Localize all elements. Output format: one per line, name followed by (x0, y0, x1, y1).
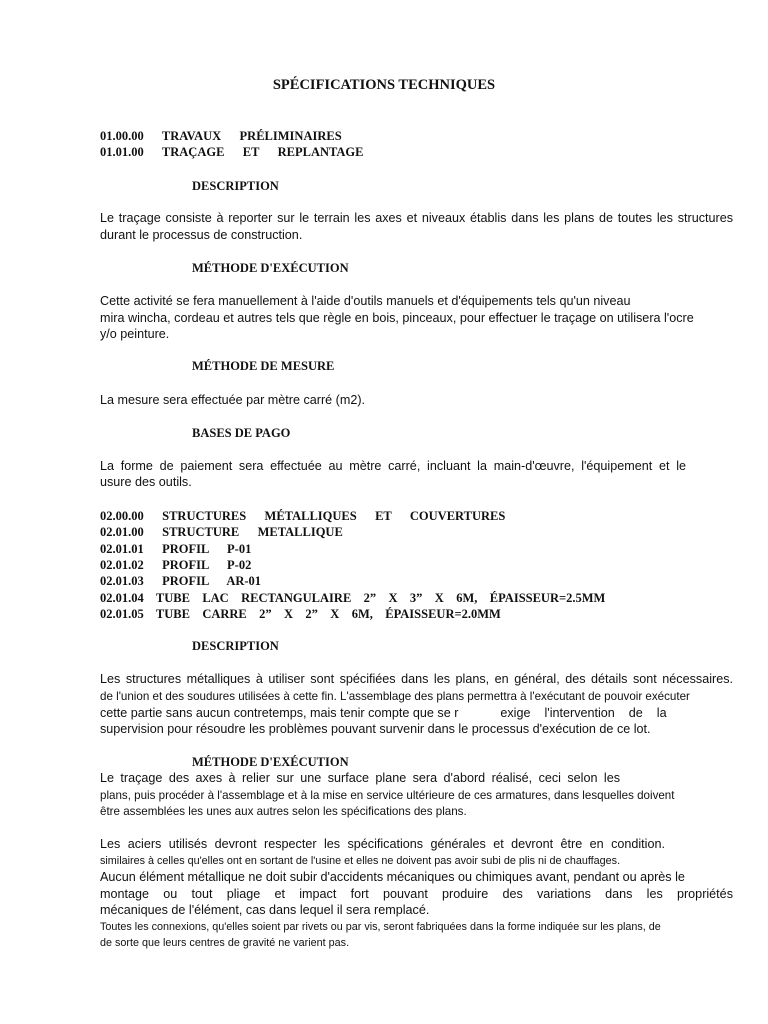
description-heading-2: DESCRIPTION (192, 639, 279, 653)
section-code-02-01-00: 02.01.00 STRUCTURE METALLIQUE (100, 525, 343, 539)
methode-line-3: y/o peinture. (100, 327, 170, 341)
aciers-line-5: mécaniques de l'élément, cas dans lequel il sera remplacé. (100, 903, 430, 917)
methode-line-2: mira wincha, cordeau et autres tels que règle en bois, pinceaux, pour effectuer le traçage on utilisera l'ocre (100, 311, 694, 325)
bases-line-2: usure des outils. (100, 475, 192, 489)
methode2-line-2: plans, puis procéder à l'assemblage et à la mise en service ultérieure de ces armatures, dans lesquelles doivent (100, 789, 675, 802)
methode2-line-3: être assemblées les unes aux autres selon les spécifications des plans. (100, 805, 467, 818)
description-text-1: Le traçage consiste à reporter sur le terrain les axes et niveaux établis dans les plans de toutes les structures durant le processus de construction. (100, 211, 733, 242)
section-code-02-01-05: 02.01.05 TUBE CARRE 2” X 2” X 6M, ÉPAISSEUR=2.0MM (100, 607, 501, 621)
section-code-01-01-00: 01.01.00 TRAÇAGE ET REPLANTAGE (100, 145, 364, 159)
description-line-1: Les structures métalliques à utiliser sont spécifiées dans les plans, en général, des détails sont nécessaires. (100, 672, 733, 686)
methode-heading-1: MÉTHODE D'EXÉCUTION (192, 261, 349, 275)
aciers-line-1: Les aciers utilisés devront respecter les spécifications générales et devront être en condition. (100, 837, 665, 851)
description-line-4: supervision pour résoudre les problèmes pouvant survenir dans le processus d'exécution de ce lot. (100, 722, 651, 736)
aciers-line-3: Aucun élément métallique ne doit subir d'accidents mécaniques ou chimiques avant, pendant ou après le (100, 870, 685, 884)
section-code-02-01-02: 02.01.02 PROFIL P-02 (100, 558, 252, 572)
aciers-line-4: montage ou tout pliage et impact fort pouvant produire des variations dans les propriétés (100, 887, 733, 901)
description-line-3: cette partie sans aucun contretemps, mais tenir compte que se r exige l'intervention de la (100, 706, 667, 720)
aciers-line-6: Toutes les connexions, qu'elles soient par rivets ou par vis, seront fabriquées dans la forme indiquée sur les plans, de (100, 921, 661, 933)
methode-heading-2: MÉTHODE D'EXÉCUTION (192, 755, 349, 769)
bases-line-1: La forme de paiement sera effectuée au mètre carré, incluant la main-d'œuvre, l'équipement et le (100, 459, 686, 473)
aciers-line-7: de sorte que leurs centres de gravité ne varient pas. (100, 937, 350, 949)
methode2-line-1: Le traçage des axes à relier sur une surface plane sera d'abord réalisé, ceci selon les (100, 771, 620, 785)
section-code-02-00-00: 02.00.00 STRUCTURES MÉTALLIQUES ET COUVERTURES (100, 509, 506, 523)
page-title: SPÉCIFICATIONS TECHNIQUES (272, 77, 496, 93)
section-code-02-01-01: 02.01.01 PROFIL P-01 (100, 542, 252, 556)
bases-heading: BASES DE PAGO (192, 426, 291, 440)
mesure-text: La mesure sera effectuée par mètre carré (m2). (100, 393, 366, 407)
section-code-02-01-03: 02.01.03 PROFIL AR-01 (100, 574, 262, 588)
description-line-2: de l'union et des soudures utilisées à cette fin. L'assemblage des plans permettra à l'exécutant de pouvoir exécuter (100, 690, 690, 703)
section-code-01-00-00: 01.00.00 TRAVAUX PRÉLIMINAIRES (100, 129, 342, 143)
mesure-heading: MÉTHODE DE MESURE (192, 359, 335, 373)
description-heading-1: DESCRIPTION (192, 179, 279, 193)
section-code-02-01-04: 02.01.04 TUBE LAC RECTANGULAIRE 2” X 3” X 6M, ÉPAISSEUR=2.5MM (100, 591, 606, 605)
aciers-line-2: similaires à celles qu'elles ont en sortant de l'usine et elles ne doivent pas avoir subi de plis ni de chauffages. (100, 855, 621, 867)
methode-line-1: Cette activité se fera manuellement à l'aide d'outils manuels et d'équipements tels qu'un niveau (100, 294, 631, 308)
